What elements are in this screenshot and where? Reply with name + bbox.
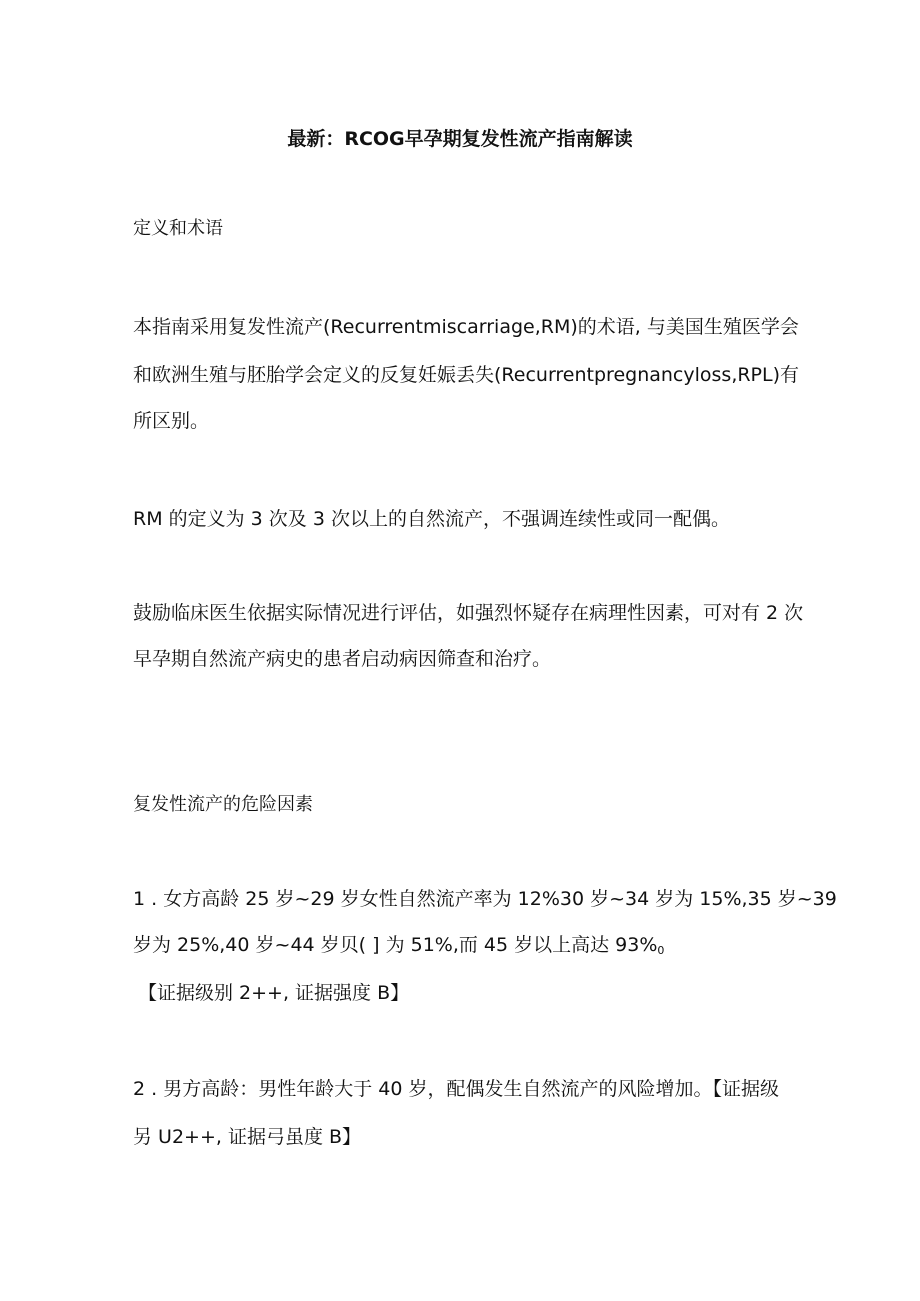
list-item-line: 2 . 男方高龄：男性年龄大于 40 岁，配偶发生自然流产的风险增加。【证据级 xyxy=(133,1078,779,1100)
paragraph-rm-definition: RM 的定义为 3 次及 3 次以上的自然流产，不强调连续性或同一配偶。 xyxy=(133,508,730,530)
list-item-subscript: 0 xyxy=(657,944,665,957)
list-item-text: 岁为 25%,40 岁~44 岁贝( ] 为 51%,而 45 岁以上高达 93% xyxy=(133,934,658,956)
section-heading-definitions: 定义和术语 xyxy=(133,218,223,239)
paragraph-line: 早孕期自然流产病史的患者启动病因筛查和治疗。 xyxy=(133,648,552,670)
document-title: 最新：RCOG早孕期复发性流产指南解读 xyxy=(287,128,633,150)
paragraph-line: 所区别。 xyxy=(133,410,210,432)
list-item-line: 另 U2++, 证据弓虽度 B】 xyxy=(133,1126,362,1148)
evidence-grade: 【证据级别 2++, 证据强度 B】 xyxy=(138,982,410,1004)
list-item-line xyxy=(133,932,664,964)
paragraph-line: 和欧洲生殖与胚胎学会定义的反复妊娠丢失(Recurrentpregnancyloss,RPL)有 xyxy=(133,364,800,386)
paragraph-line: 本指南采用复发性流产(Recurrentmiscarriage,RM)的术语, 与美国生殖医学会 xyxy=(133,316,799,338)
section-heading-risk-factors: 复发性流产的危险因素 xyxy=(133,794,313,815)
paragraph-line: 鼓励临床医生依据实际情况进行评估，如强烈怀疑存在病理性因素，可对有 2 次 xyxy=(133,602,804,624)
list-item-line: 1 . 女方高龄 25 岁~29 岁女性自然流产率为 12%30 岁~34 岁为 15%,35 岁~39 xyxy=(133,888,837,910)
